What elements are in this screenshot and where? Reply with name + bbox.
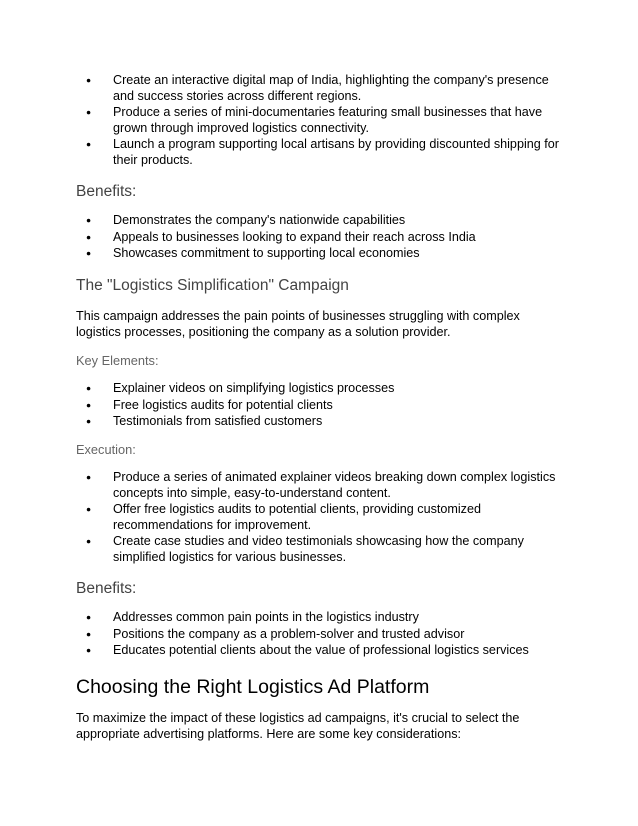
list-item: ● Create case studies and video testimonials showcasing how the company simplified logistics for various businesses.	[76, 534, 566, 565]
list-item: ● Produce a series of animated explainer videos breaking down complex logistics concepts into simple, easy-to-understand content.	[76, 470, 566, 501]
simplification-intro: This campaign addresses the pain points of businesses struggling with complex logistics processes, positioning the company as a solution provider.	[76, 309, 520, 339]
list-item: ● Free logistics audits for potential clients	[76, 398, 566, 414]
list-item: ● Showcases commitment to supporting local economies	[76, 246, 566, 262]
execution-heading: Execution:	[76, 442, 136, 457]
list-item: ● Appeals to businesses looking to expand their reach across India	[76, 230, 566, 246]
list-item: ● Positions the company as a problem-solver and trusted advisor	[76, 627, 566, 643]
regional-benefits-list	[76, 213, 566, 263]
list-item: ● Addresses common pain points in the logistics industry	[76, 610, 566, 626]
list-item: ● Explainer videos on simplifying logistics processes	[76, 381, 566, 397]
list-item: ● Launch a program supporting local artisans by providing discounted shipping for their products.	[76, 137, 566, 168]
list-item: ● Produce a series of mini-documentaries featuring small businesses that have grown through improved logistics connectivity.	[76, 105, 566, 136]
list-item: ● Educates potential clients about the value of professional logistics services	[76, 643, 566, 659]
regional-benefits-heading: Benefits:	[76, 183, 137, 200]
list-item: ● Testimonials from satisfied customers	[76, 414, 566, 430]
platform-intro: To maximize the impact of these logistics ad campaigns, it's crucial to select the appropriate advertising platforms. Here are some key considerations:	[76, 711, 520, 741]
list-item: ● Demonstrates the company's nationwide capabilities	[76, 213, 566, 229]
list-item: ● Offer free logistics audits to potential clients, providing customized recommendations for improvement.	[76, 502, 566, 533]
simplification-benefits-heading: Benefits:	[76, 580, 137, 597]
simplification-benefits-list	[76, 610, 566, 660]
execution-list	[76, 470, 566, 566]
simplification-heading: The "Logistics Simplification" Campaign	[76, 277, 349, 294]
list-item: ● Create an interactive digital map of India, highlighting the company's presence and success stories across different regions.	[76, 73, 566, 104]
key-elements-list	[76, 381, 566, 431]
key-elements-heading: Key Elements:	[76, 353, 159, 368]
platform-heading: Choosing the Right Logistics Ad Platform	[76, 676, 430, 698]
regional-execution-list	[76, 73, 566, 169]
